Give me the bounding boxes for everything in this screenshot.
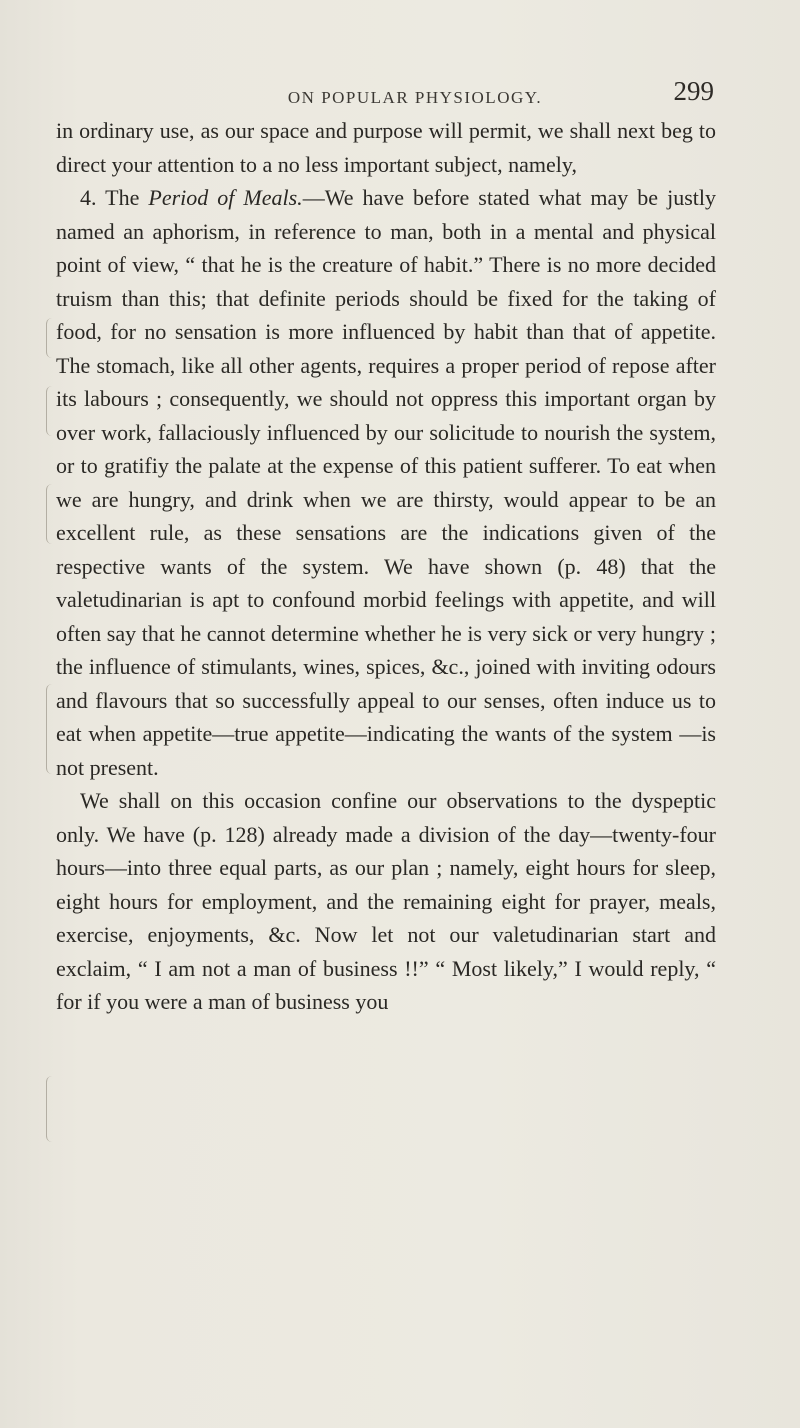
running-title: ON POPULAR PHYSIOLOGY. (287, 88, 543, 107)
running-head (56, 76, 714, 112)
paragraph-text: in ordinary use, as our space and purpose will permit, we shall next beg to direct your attention to a no less important subject, namely, (56, 118, 716, 177)
page-number: 299 (673, 76, 714, 106)
section-heading: Period of Meals. (148, 185, 303, 210)
paragraph-period-of-meals (56, 181, 716, 784)
paragraph-continuation (56, 114, 716, 181)
paragraph-text: We shall on this occasion confine our observations to the dyspeptic only. We have (p. 128) already made a division of the day—twenty-four hours—into three equal parts, as our plan ; namely, eight hours for sleep, eight hours for employment, and the remaining eight for prayer, meals, exercise, enjoyments, &c. Now let not our valetudinarian start and exclaim, “ I am not a man of business !!” “ Most likely,” I would reply, “ for if you were a man of business you (56, 788, 716, 1014)
section-number: 4. The (80, 185, 149, 210)
body-text (56, 114, 716, 1019)
margin-pencil-mark (46, 1076, 57, 1142)
paragraph-text: —We have before stated what may be justly named an aphorism, in reference to man, both in a mental and physical point of view, “ that he is the creature of habit.” There is no more decided truism than this; that definite periods should be fixed for the taking of food, for no sensation is more influenced by habit than that of appetite. The stomach, like all other agents, requires a proper period of repose after its labours ; consequently, we should not oppress this important organ by over work, fallaciously influenced by our solicitude to nourish the system, or to gratifiy the palate at the expense of this patient sufferer. To eat when we are hungry, and drink when we are thirsty, would appear to be an excellent rule, as these sensations are the indications given of the respective wants of the system. We have shown (p. 48) that the valetudinarian is apt to confound morbid feelings with appetite, and will often say that he cannot determine whether he is very sick or very hungry ; the influence of stimulants, wines, spices, &c., joined with inviting odours and flavours that so successfully appeal to our senses, often induce us to eat when appetite—true appetite—indicating the wants of the system —is not present. (56, 185, 716, 780)
paragraph-dyspeptic (56, 784, 716, 1019)
